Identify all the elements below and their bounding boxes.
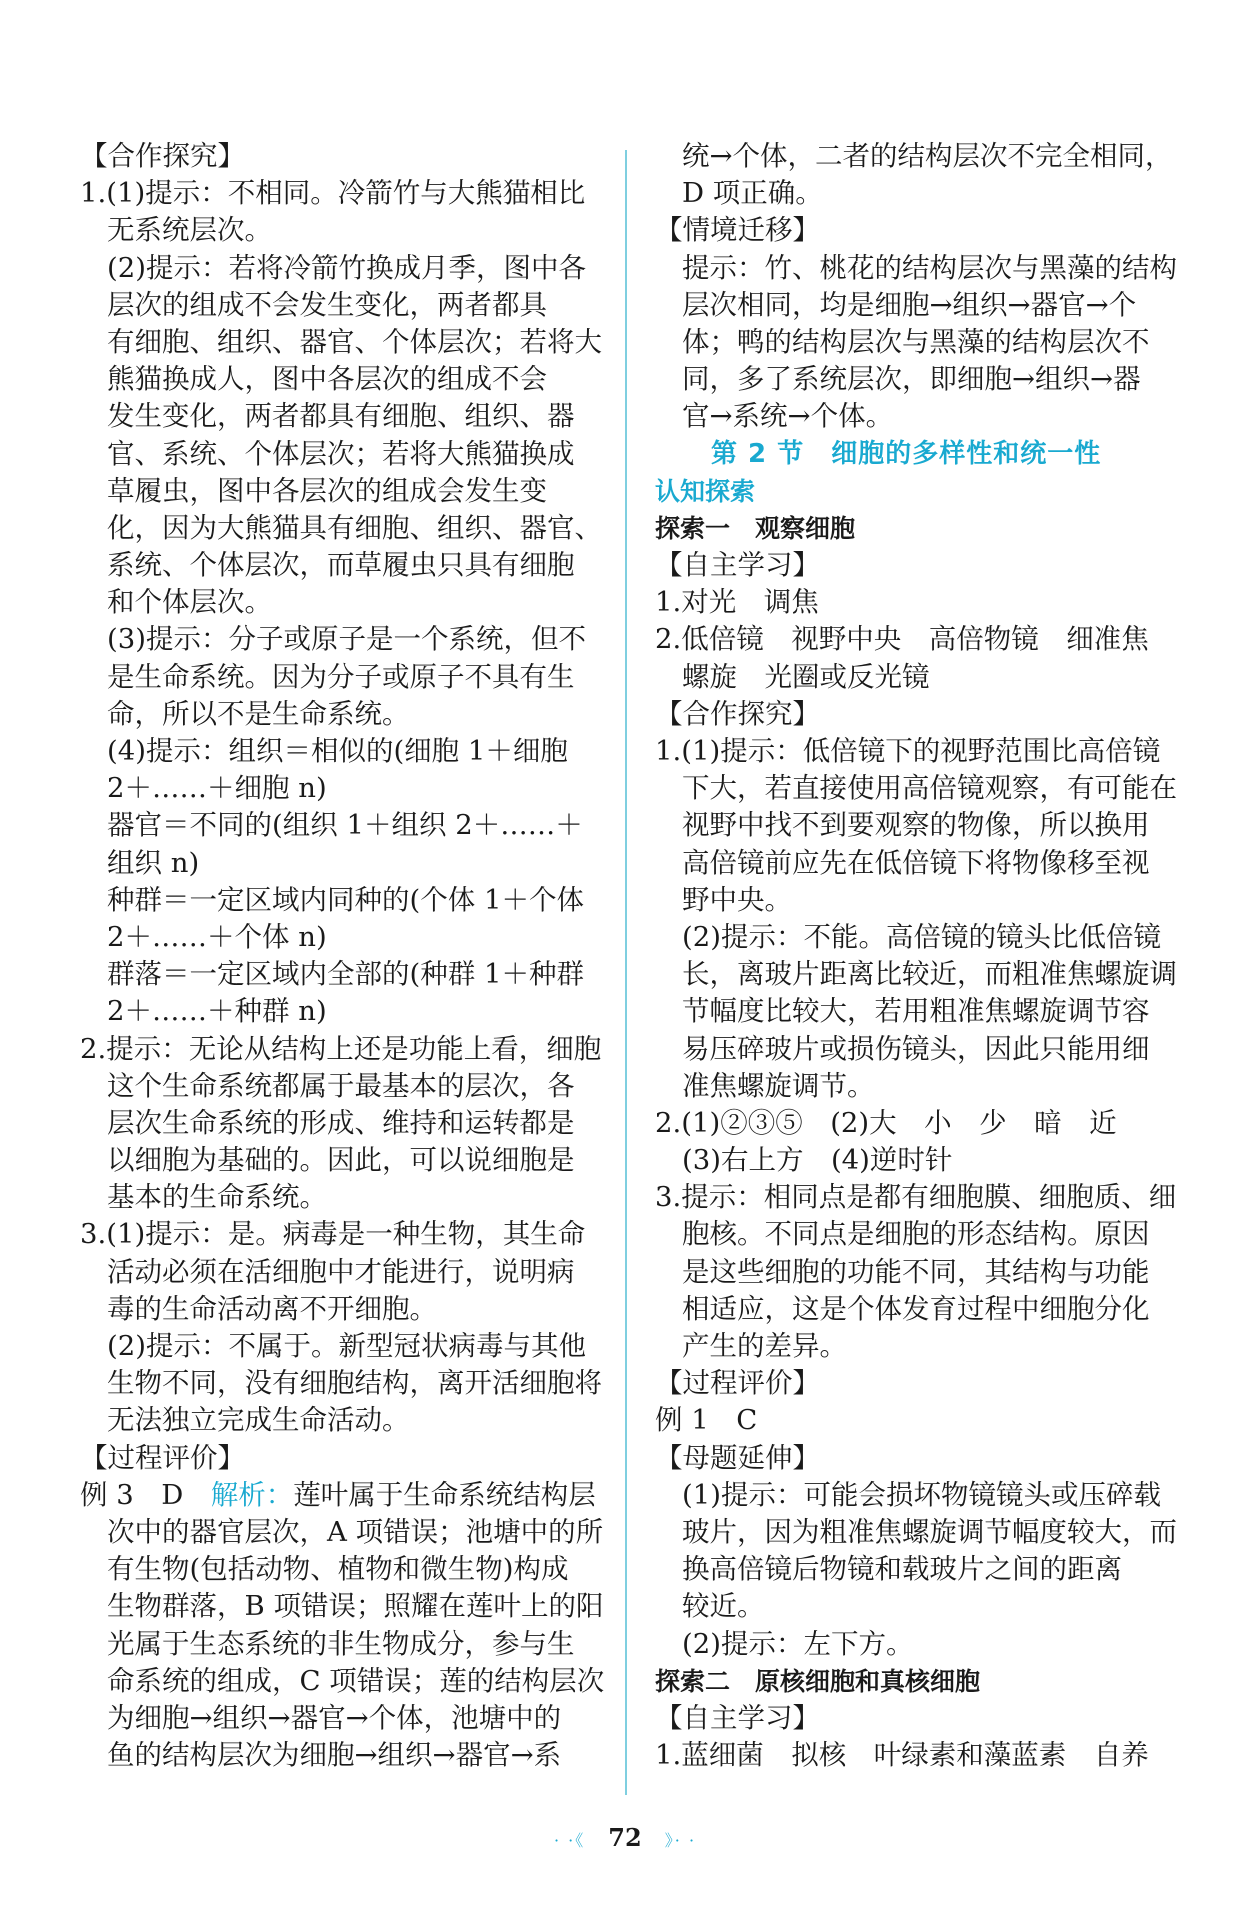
left-text-line: 生物群落，B 项错误；照耀在莲叶上的阳 — [107, 1590, 604, 1623]
page-footer — [0, 1823, 1250, 1863]
example-label: 例 3 D — [80, 1478, 211, 1511]
left-text-line: 光属于生态系统的非生物成分，参与生 — [107, 1627, 575, 1660]
left-text-line: 2＋……＋个体 n) — [107, 920, 327, 953]
page-number: 72 — [608, 1823, 642, 1852]
right-text-line: 认知探索 — [655, 476, 756, 506]
left-text-line: 种群＝一定区域内同种的(个体 1＋个体 — [107, 883, 584, 916]
left-text-line: 熊猫换成人，图中各层次的组成不会 — [107, 363, 547, 396]
right-text-line: 2.(1)②③⑤ (2)大 小 少 暗 近 — [655, 1106, 1117, 1139]
left-text-line: (2)提示：若将冷箭竹换成月季，图中各 — [107, 251, 586, 284]
right-text-line: 【自主学习】 — [655, 549, 820, 582]
left-text-line: 组织 n) — [107, 846, 200, 879]
right-column — [655, 138, 1180, 1774]
right-text-line: 玻片，因为粗准焦螺旋调节幅度较大，而 — [682, 1515, 1177, 1548]
left-text-line — [80, 1477, 600, 1514]
right-text-line: 野中央。 — [682, 883, 792, 916]
left-text-line: 层次生命系统的形成、维持和运转都是 — [107, 1106, 575, 1139]
right-text-line: 较近。 — [682, 1590, 765, 1623]
right-text-line: 相适应，这是个体发育过程中细胞分化 — [682, 1292, 1150, 1325]
analysis-label: 解析： — [210, 1478, 294, 1511]
right-text-line: 1.对光 调焦 — [655, 586, 819, 619]
right-text-line: (3)右上方 (4)逆时针 — [682, 1144, 953, 1177]
left-text-line: 鱼的结构层次为细胞→组织→器官→系 — [107, 1739, 562, 1772]
right-text-line: 【母题延伸】 — [655, 1441, 820, 1474]
left-text-line: 命，所以不是生命系统。 — [107, 697, 410, 730]
left-text-line: 2＋……＋细胞 n) — [107, 772, 327, 805]
left-text-line: 【过程评价】 — [80, 1441, 245, 1474]
left-text-line: 2＋……＋种群 n) — [107, 995, 327, 1028]
left-text-line: 是生命系统。因为分子或原子不具有生 — [107, 660, 575, 693]
right-text-line: 视野中找不到要观察的物像，所以换用 — [682, 809, 1150, 842]
footer-dots-left: · ·《 — [553, 1831, 586, 1850]
right-text-line: 高倍镜前应先在低倍镜下将物像移至视 — [682, 846, 1150, 879]
left-text-line: 基本的生命系统。 — [107, 1181, 327, 1214]
left-text-line: 次中的器官层次，A 项错误；池塘中的所 — [107, 1515, 604, 1548]
column-divider — [625, 150, 627, 1795]
left-text-line: 发生变化，两者都具有细胞、组织、器 — [107, 400, 575, 433]
analysis-text: 莲叶属于生命系统结构层 — [293, 1478, 596, 1511]
left-text-line: 官、系统、个体层次；若将大熊猫换成 — [107, 437, 575, 470]
right-text-line: 换高倍镜后物镜和载玻片之间的距离 — [682, 1553, 1122, 1586]
right-text-line: (2)提示：左下方。 — [682, 1627, 914, 1660]
right-text-line: 提示：竹、桃花的结构层次与黑藻的结构 — [682, 251, 1177, 284]
right-text-line: 官→系统→个体。 — [682, 400, 894, 433]
right-text-line: (2)提示：不能。高倍镜的镜头比低倍镜 — [682, 920, 1161, 953]
left-text-line: (3)提示：分子或原子是一个系统，但不 — [107, 623, 586, 656]
left-text-line: 系统、个体层次，而草履虫只具有细胞 — [107, 549, 575, 582]
right-text-line: 【过程评价】 — [655, 1367, 820, 1400]
left-text-line: 1.(1)提示：不相同。冷箭竹与大熊猫相比 — [80, 177, 586, 210]
left-text-line: 群落＝一定区域内全部的(种群 1＋种群 — [107, 958, 584, 991]
right-text-line: 1.(1)提示：低倍镜下的视野范围比高倍镜 — [655, 735, 1161, 767]
right-text-line: 【合作探究】 — [655, 697, 820, 730]
right-text-line: 是这些细胞的功能不同，其结构与功能 — [682, 1255, 1150, 1288]
footer-dots-right: 》· · — [664, 1831, 697, 1850]
right-text-line: 【情境迁移】 — [655, 214, 820, 247]
left-text-line: 为细胞→组织→器官→个体，池塘中的 — [107, 1701, 562, 1734]
left-text-line: 命系统的组成，C 项错误；莲的结构层次 — [107, 1664, 605, 1697]
right-text-line: 探索二 原核细胞和真核细胞 — [655, 1666, 981, 1696]
left-text-line: 无法独立完成生命活动。 — [107, 1404, 410, 1437]
left-text-line: 有生物(包括动物、植物和微生物)构成 — [107, 1553, 569, 1586]
right-text-line: 层次相同，均是细胞→组织→器官→个 — [682, 288, 1137, 321]
left-text-line: 活动必须在活细胞中才能进行，说明病 — [107, 1255, 575, 1288]
left-text-line: 以细胞为基础的。因此，可以说细胞是 — [107, 1144, 575, 1177]
right-text-line: 胞核。不同点是细胞的形态结构。原因 — [682, 1218, 1150, 1251]
right-text-line: 第 2 节 细胞的多样性和统一性 — [711, 438, 1102, 469]
right-text-line: D 项正确。 — [682, 177, 823, 210]
left-text-line: (2)提示：不属于。新型冠状病毒与其他 — [107, 1330, 586, 1362]
right-text-line: 节幅度比较大，若用粗准焦螺旋调节容 — [682, 995, 1150, 1028]
left-text-line: 草履虫，图中各层次的组成会发生变 — [107, 474, 547, 507]
left-text-line: (4)提示：组织＝相似的(细胞 1＋细胞 — [107, 735, 568, 767]
right-text-line: 1.蓝细菌 拟核 叶绿素和藻蓝素 自养 — [655, 1739, 1149, 1772]
left-text-line: 生物不同，没有细胞结构，离开活细胞将 — [107, 1367, 602, 1400]
right-text-line: 同，多了系统层次，即细胞→组织→器 — [682, 363, 1141, 396]
left-text-line: 【合作探究】 — [80, 140, 245, 172]
left-text-line: 毒的生命活动离不开细胞。 — [107, 1292, 437, 1325]
right-text-line: 产生的差异。 — [682, 1330, 847, 1362]
right-text-line: 3.提示：相同点是都有细胞膜、细胞质、细 — [655, 1181, 1177, 1214]
left-text-line: 有细胞、组织、器官、个体层次；若将大 — [107, 325, 602, 358]
right-text-line: 准焦螺旋调节。 — [682, 1069, 875, 1102]
left-text-line: 化，因为大熊猫具有细胞、组织、器官、 — [107, 511, 602, 544]
right-text-line: 【自主学习】 — [655, 1701, 820, 1734]
left-text-line: 和个体层次。 — [107, 586, 272, 619]
right-text-line: 下大，若直接使用高倍镜观察，有可能在 — [682, 772, 1177, 805]
right-text-line: 螺旋 光圈或反光镜 — [682, 660, 930, 693]
right-text-line: 探索一 观察细胞 — [655, 513, 856, 543]
right-text-line: 体；鸭的结构层次与黑藻的结构层次不 — [682, 325, 1150, 358]
left-text-line: 无系统层次。 — [107, 214, 272, 247]
right-text-line: 长，离玻片距离比较近，而粗准焦螺旋调 — [682, 958, 1177, 991]
left-text-line: 层次的组成不会发生变化，两者都具 — [107, 288, 547, 321]
right-text-line: 统→个体，二者的结构层次不完全相同， — [682, 140, 1173, 172]
left-column — [80, 138, 605, 1774]
right-text-line: 例 1 C — [655, 1404, 758, 1437]
right-text-line: 2.低倍镜 视野中央 高倍物镜 细准焦 — [655, 623, 1149, 656]
left-text-line: 这个生命系统都属于最基本的层次，各 — [107, 1069, 575, 1102]
right-text-line: 易压碎玻片或损伤镜头，因此只能用细 — [682, 1032, 1150, 1065]
left-text-line: 器官＝不同的(组织 1＋组织 2＋……＋ — [107, 809, 583, 842]
left-text-line: 2.提示：无论从结构上还是功能上看，细胞 — [80, 1032, 602, 1065]
left-text-line: 3.(1)提示：是。病毒是一种生物，其生命 — [80, 1218, 586, 1251]
right-text-line: (1)提示：可能会损坏物镜镜头或压碎载 — [682, 1478, 1161, 1511]
